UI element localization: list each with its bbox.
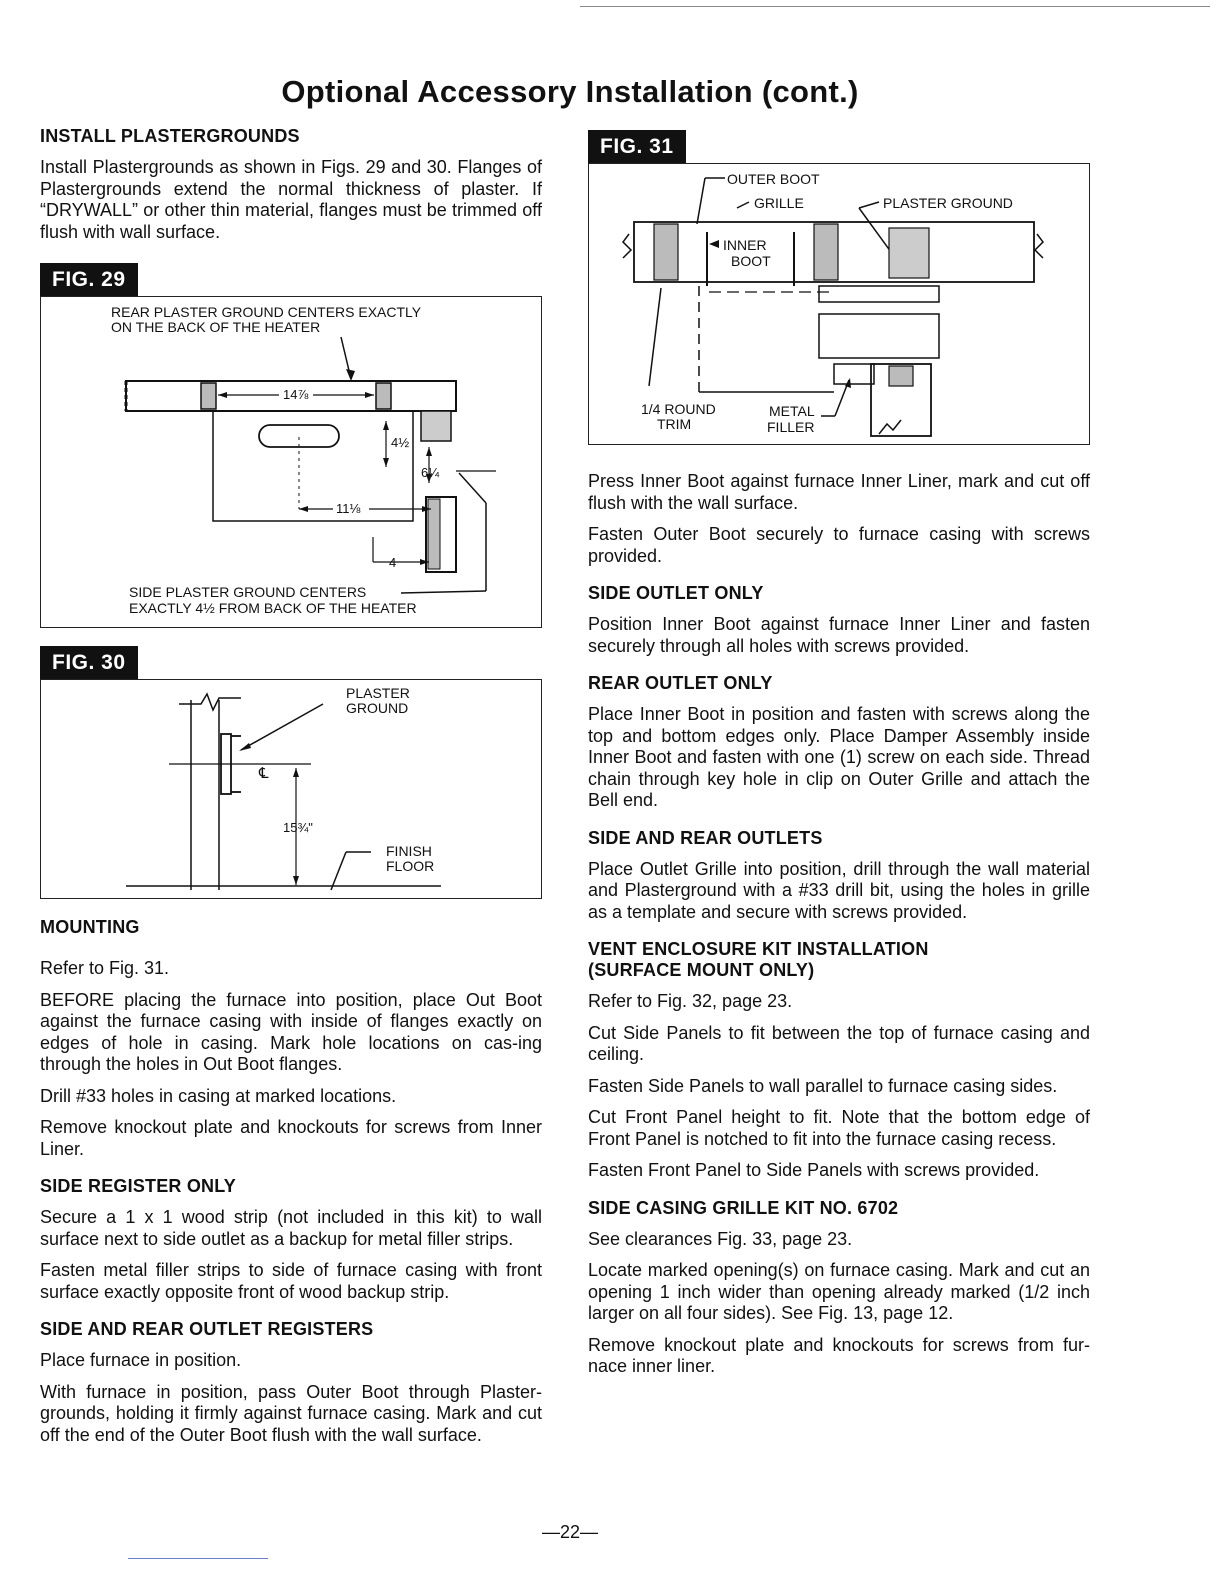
- fig30-plaster-1: PLASTER: [346, 685, 410, 701]
- fig-29-box: [40, 296, 542, 628]
- side-rear-outlets-heading: SIDE AND REAR OUTLETS: [588, 827, 823, 848]
- fig29-dim-width: 14⅞: [283, 387, 309, 402]
- fig29-note-top-1: REAR PLASTER GROUND CENTERS EXACTLY: [111, 304, 422, 320]
- fig-29: [40, 263, 542, 628]
- fig-31-diagram: [589, 164, 1089, 444]
- vent-p5: Fasten Front Panel to Side Panels with screws provided.: [588, 1160, 1040, 1180]
- press-p1: Press Inner Boot against furnace Inner Liner, mark and cut off flush with the wall surface.: [588, 471, 1090, 513]
- fig29-dim-b: 6¼: [421, 465, 440, 480]
- side-rear-registers-heading: SIDE AND REAR OUTLET REGISTERS: [40, 1319, 374, 1339]
- page-title: Optional Accessory Installation (cont.): [281, 74, 859, 109]
- fig29-dim-a: 4½: [391, 435, 410, 450]
- fig31-trim-2: TRIM: [657, 416, 692, 432]
- fig31-trim-1: 1/4 ROUND: [641, 401, 716, 417]
- grille-kit-p2: Locate marked opening(s) on furnace casing. Mark and cut an opening 1 inch wider than opening already marked (1/2 inch larger on all four sides). See Fig. 13, page 12.: [588, 1260, 1090, 1323]
- fig31-outer-boot: OUTER BOOT: [727, 171, 820, 187]
- right-column: [588, 130, 1090, 1388]
- fig-30: [40, 646, 542, 899]
- fig30-centerline: ℄: [259, 765, 269, 782]
- rear-outlet-p1: Place Inner Boot in position and fasten with screws along the top and bottom edges only. Place Damper Assembly inside Inner Boot and fasten with one (1) screw on each side. Thread chain through key hole in clip on Outer Grille and attach the Bell end.: [588, 704, 1090, 810]
- page-number: —22—: [541, 1522, 599, 1542]
- fig29-note-bottom-2: EXACTLY 4½ FROM BACK OF THE HEATER: [129, 600, 417, 616]
- side-register-heading: SIDE REGISTER ONLY: [40, 1176, 236, 1196]
- grille-kit-p1: See clearances Fig. 33, page 23.: [588, 1228, 853, 1249]
- fig-30-box: [40, 679, 542, 899]
- fig31-inner-2: BOOT: [731, 253, 771, 269]
- fig-29-diagram: [41, 297, 541, 627]
- side-rear-outlets-p1: Place Outlet Grille into position, drill through the wall material and Plasterground with a #33 drill bit, using the holes in grille as a template and secure with screws provided.: [588, 858, 1090, 922]
- fig29-note-bottom-1: SIDE PLASTER GROUND CENTERS: [129, 584, 367, 600]
- fig30-finish-2: FLOOR: [386, 858, 435, 874]
- grille-kit-p3: Remove knockout plate and knockouts for screws from fur-nace inner liner.: [588, 1334, 1090, 1376]
- vent-p2: Cut Side Panels to fit between the top of furnace casing and ceiling.: [588, 1022, 1090, 1064]
- fig-30-label: FIG. 30: [40, 646, 138, 679]
- fig31-metal-1: METAL: [769, 403, 815, 419]
- left-column: [40, 126, 542, 1456]
- fig31-inner-1: INNER: [723, 237, 767, 253]
- top-rule: [580, 6, 1210, 7]
- fig31-plaster-ground: PLASTER GROUND: [883, 195, 1013, 211]
- install-plastergrounds-heading: INSTALL PLASTERGROUNDS: [40, 126, 300, 146]
- fig29-note-top-2: ON THE BACK OF THE HEATER: [111, 319, 321, 335]
- fig30-finish-1: FINISH: [386, 843, 432, 859]
- mounting-p4: Remove knockout plate and knockouts for screws from Inner Liner.: [40, 1117, 542, 1159]
- side-register-p1: Secure a 1 x 1 wood strip (not included in this kit) to wall surface next to side outlet as a backup for metal filler strips.: [40, 1207, 542, 1249]
- vent-p3: Fasten Side Panels to wall parallel to furnace casing sides.: [588, 1075, 1058, 1096]
- rear-outlet-heading: REAR OUTLET ONLY: [588, 673, 773, 693]
- fig-30-diagram: [41, 680, 541, 898]
- side-register-p2: Fasten metal filler strips to side of furnace casing with front surface exactly opposite front of wood backup strip.: [40, 1260, 542, 1302]
- vent-heading-1: VENT ENCLOSURE KIT INSTALLATION: [588, 939, 929, 959]
- fig30-height: 15¾": [283, 820, 313, 835]
- mounting-p3: Drill #33 holes in casing at marked locations.: [40, 1085, 397, 1106]
- fig31-grille: GRILLE: [754, 195, 804, 211]
- fig29-dim-d: 4: [389, 555, 397, 570]
- side-rear-registers-p2: With furnace in position, pass Outer Boot through Plaster-grounds, holding it firmly against furnace casing. Mark and cut off the end of the Outer Boot flush with the wall surface.: [40, 1381, 542, 1445]
- fig-29-label: FIG. 29: [40, 263, 138, 296]
- vent-p4: Cut Front Panel height to fit. Note that the bottom edge of Front Panel is notched to fit into the furnace casing recess.: [588, 1107, 1090, 1149]
- fig-31-label: FIG. 31: [588, 130, 686, 163]
- vent-heading-2: (SURFACE MOUNT ONLY): [588, 960, 815, 980]
- press-p2: Fasten Outer Boot securely to furnace casing with screws provided.: [588, 524, 1090, 566]
- fig-31: [588, 130, 1090, 445]
- side-outlet-p1: Position Inner Boot against furnace Inner Liner and fasten securely through all holes with screws provided.: [588, 614, 1090, 656]
- mounting-heading: MOUNTING: [40, 917, 140, 937]
- install-plastergrounds-text: Install Plastergrounds as shown in Figs. 29 and 30. Flanges of Plastergrounds extend the normal thickness of plaster. If “DRYWALL” or other thin material, flanges must be trimmed off flush with wall surface.: [40, 157, 542, 242]
- vent-p1: Refer to Fig. 32, page 23.: [588, 991, 793, 1011]
- fig-31-box: [588, 163, 1090, 445]
- bottom-rule: [128, 1558, 268, 1559]
- grille-kit-heading: SIDE CASING GRILLE KIT NO. 6702: [588, 1197, 899, 1218]
- mounting-p1: Refer to Fig. 31.: [40, 958, 170, 978]
- mounting-p2: BEFORE placing the furnace into position, place Out Boot against the furnace casing with inside of flanges exactly on edges of hole in casing. Mark hole locations on cas-ing through the holes in Out Boot flanges.: [40, 989, 542, 1074]
- fig29-dim-c: 11⅛: [336, 501, 361, 516]
- side-outlet-heading: SIDE OUTLET ONLY: [588, 583, 764, 603]
- fig30-plaster-2: GROUND: [346, 700, 409, 716]
- side-rear-registers-p1: Place furnace in position.: [40, 1350, 242, 1370]
- fig31-metal-2: FILLER: [767, 419, 815, 435]
